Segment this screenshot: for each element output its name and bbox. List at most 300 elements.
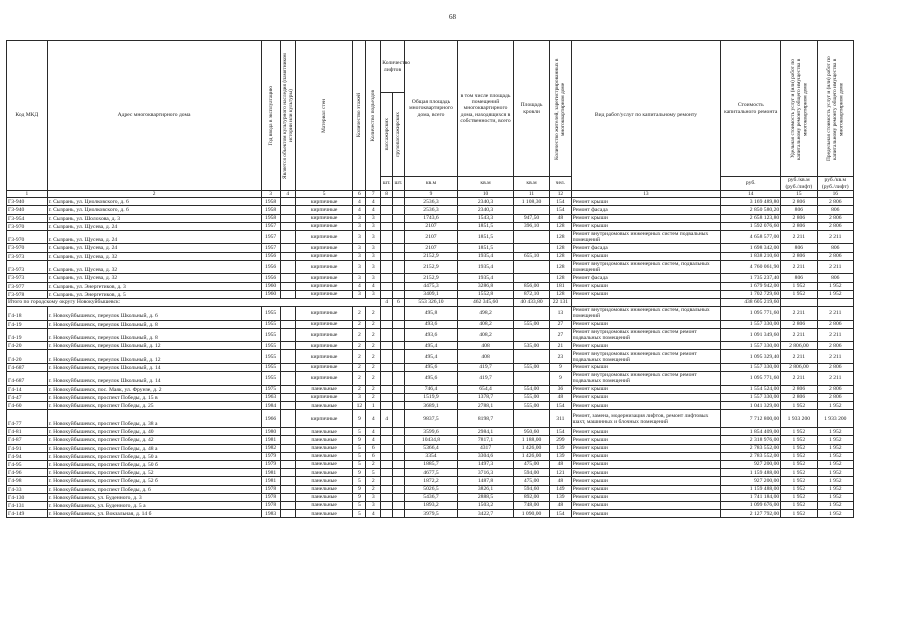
unit-pcs-1: шт. (381, 177, 393, 191)
row-work-type: Ремонт крыши (571, 460, 721, 468)
unit-people: чел. (550, 177, 571, 191)
row-residents: 154 (550, 198, 571, 206)
row-total-area: 2536,3 (404, 198, 457, 206)
row-floors: 2 (353, 328, 366, 342)
header-material-cell (295, 41, 353, 191)
row-material: панельные (295, 501, 353, 509)
row-year: 1981 (261, 477, 280, 485)
row-cargo (393, 510, 405, 518)
column-number-row (7, 191, 854, 198)
row-cost: 2 783 552,00 (721, 452, 781, 460)
row-material: панельные (295, 469, 353, 477)
row-residents: 154 (550, 428, 571, 436)
row-total-area: 495,6 (404, 363, 457, 371)
row-roof-area: 594,00 (513, 469, 549, 477)
row-code: Г4-19 (7, 328, 48, 342)
row-roof-area: 535,00 (513, 342, 549, 350)
page-number: 68 (449, 13, 456, 21)
header-cargo-cell (393, 93, 405, 177)
header-heritage: Является объектом культурного наследия (памятником истории или культуры) (281, 52, 294, 179)
row-year: 1958 (261, 206, 280, 214)
row-roof-area (513, 307, 549, 321)
row-entrances: 4 (366, 206, 381, 214)
row-year: 1981 (261, 469, 280, 477)
row-year: 1955 (261, 342, 280, 350)
row-address: г. Сызрань, ул. Щусева, д. 24 (47, 244, 261, 252)
row-heritage (280, 222, 295, 230)
row-cost: 1 099 676,00 (721, 501, 781, 509)
row-code: Г4-131 (7, 501, 48, 509)
header-entrances: Количество подъездов (370, 89, 377, 142)
row-roof-area: 554,00 (513, 385, 549, 393)
row-max-cost: 2 211 (817, 230, 853, 244)
row-code: Г4-98 (7, 477, 48, 485)
row-passenger (381, 290, 393, 298)
row-address: г. Сызрань, ул. Щусева, д. 32 (47, 252, 261, 260)
row-roof-area (513, 350, 549, 364)
row-heritage (280, 460, 295, 468)
table-row (7, 222, 854, 230)
row-code: Г4-687 (7, 372, 48, 386)
row-unit-cost: 1 952 (781, 477, 817, 485)
row-entrances: 2 (366, 328, 381, 342)
header-max-cost-cell (817, 41, 853, 177)
row-cargo (393, 290, 405, 298)
row-premises-area: 1487,8 (458, 477, 514, 485)
row-address: г. Сызрань, ул. Циолковского, д. 6 (47, 206, 261, 214)
row-year: 1955 (261, 307, 280, 321)
row-address: г. Новокуйбышевск, проспект Победы, д. 42 (47, 436, 261, 444)
table-row (7, 385, 854, 393)
row-entrances: 2 (366, 460, 381, 468)
row-premises-area: 2888,5 (458, 493, 514, 501)
header-material: Материал стен (320, 98, 327, 133)
row-max-cost: 1 952 (817, 402, 853, 410)
table-row (7, 501, 854, 509)
row-cost: 1 838 210,60 (721, 252, 781, 260)
row-passenger (381, 385, 393, 393)
row-max-cost: 2 211 (817, 328, 853, 342)
row-heritage (280, 307, 295, 321)
row-residents: 154 (550, 510, 571, 518)
row-code: Г3-940 (7, 198, 48, 206)
capital-repair-table (6, 40, 854, 518)
row-heritage (280, 393, 295, 401)
row-material: панельные (295, 485, 353, 493)
table-row (7, 402, 854, 410)
row-unit-cost: 1 952 (781, 282, 817, 290)
row-roof-area: 1 426,00 (513, 452, 549, 460)
row-address: г. Новокуйбышевск, переулок Школьный, д. 6 (47, 307, 261, 321)
row-max-cost: 2 806 (817, 320, 853, 328)
row-residents: 48 (550, 393, 571, 401)
column-number: 10 (458, 191, 514, 198)
row-total-area: 3599,6 (404, 428, 457, 436)
row-unit-cost: 1 952 (781, 485, 817, 493)
row-code: Г3-978 (7, 290, 48, 298)
row-residents: 154 (550, 402, 571, 410)
row-cost: 1 041 329,00 (721, 402, 781, 410)
row-year: 1978 (261, 485, 280, 493)
row-premises-area: 1851,5 (458, 222, 514, 230)
row-cargo (393, 460, 405, 468)
row-cargo (393, 436, 405, 444)
row-entrances: 2 (366, 320, 381, 328)
row-entrances: 2 (366, 372, 381, 386)
row-floors: 4 (353, 282, 366, 290)
row-address: г. Новокуйбышевск, проспект Победы, д. 6 (47, 485, 261, 493)
row-premises-area: 1503,2 (458, 501, 514, 509)
row-max-cost: 1 952 (817, 485, 853, 493)
row-cargo (393, 307, 405, 321)
row-roof-area: 950,60 (513, 428, 549, 436)
row-work-type: Ремонт внутридомовых инженерных систем ремонт подвальных помещений (571, 328, 721, 342)
row-code: Г3-940 (7, 206, 48, 214)
row-address: г. Новокуйбышевск, ул. Буденного, д. 5 а (47, 501, 261, 509)
unit-rub-sqm-1: руб./кв.м (руб./лифт) (781, 177, 817, 191)
row-premises-area: 2788,1 (458, 402, 514, 410)
table-row (7, 410, 854, 428)
row-roof-area: 1 090,00 (513, 510, 549, 518)
row-cost: 1 735 237,40 (721, 274, 781, 282)
row-entrances: 3 (366, 230, 381, 244)
row-total-area: 495,8 (404, 307, 457, 321)
row-heritage (280, 372, 295, 386)
row-material: кирпичные (295, 320, 353, 328)
row-roof-area: 594,60 (513, 485, 549, 493)
row-year: 1957 (261, 230, 280, 244)
row-cargo (393, 350, 405, 364)
row-cargo (393, 328, 405, 342)
row-residents: 128 (550, 230, 571, 244)
row-code: Г4-94 (7, 452, 48, 460)
total-cell (571, 298, 721, 306)
row-floors: 2 (353, 385, 366, 393)
row-floors: 3 (353, 244, 366, 252)
row-material: панельные (295, 477, 353, 485)
row-work-type: Ремонт фасада (571, 244, 721, 252)
row-year: 1960 (261, 282, 280, 290)
row-cargo (393, 493, 405, 501)
row-max-cost: 806 (817, 244, 853, 252)
table-row (7, 350, 854, 364)
row-entrances: 3 (366, 252, 381, 260)
row-floors: 3 (353, 252, 366, 260)
row-heritage (280, 328, 295, 342)
row-floors: 5 (353, 452, 366, 460)
row-residents: 128 (550, 244, 571, 252)
row-roof-area (513, 230, 549, 244)
row-residents: 154 (550, 206, 571, 214)
row-heritage (280, 198, 295, 206)
row-unit-cost: 2 211 (781, 230, 817, 244)
row-cost: 2 850 580,20 (721, 206, 781, 214)
column-number: 12 (550, 191, 571, 198)
row-address: г. Новокуйбышевск, переулок Школьный, д. 14 (47, 372, 261, 386)
row-passenger (381, 260, 393, 274)
row-heritage (280, 320, 295, 328)
table-row (7, 320, 854, 328)
row-passenger (381, 372, 393, 386)
header-work-type: Вид работ/услуг по капитальному ремонту (571, 41, 721, 191)
row-code: Г4-87 (7, 436, 48, 444)
row-cargo (393, 206, 405, 214)
row-residents: 181 (550, 282, 571, 290)
row-total-area: 2152,9 (404, 274, 457, 282)
row-address: г. Сызрань, ул. Щусева, д. 32 (47, 274, 261, 282)
row-material: кирпичные (295, 290, 353, 298)
row-work-type: Ремонт крыши (571, 402, 721, 410)
row-premises-area: 3422,7 (458, 510, 514, 518)
row-entrances: 2 (366, 363, 381, 371)
row-roof-area: 1 108,30 (513, 198, 549, 206)
row-address: г. Новокуйбышевск, пос. Маяк, ул. Фрунзе, д. 2 (47, 385, 261, 393)
header-premises-area: в том числе площадь помещений многоквартирного дома, находящихся в собственности, всего (458, 41, 514, 177)
row-residents: 139 (550, 493, 571, 501)
row-residents: 128 (550, 252, 571, 260)
row-cost: 1 741 184,00 (721, 493, 781, 501)
row-unit-cost: 2 806,00 (781, 363, 817, 371)
table-row (7, 460, 854, 468)
row-roof-area (513, 328, 549, 342)
table-row (7, 230, 854, 244)
row-premises-area: 1935,4 (458, 274, 514, 282)
row-work-type: Ремонт внутридомовых инженерных систем подвальных помещений (571, 230, 721, 244)
row-cost: 1 698 342,00 (721, 244, 781, 252)
row-roof-area: 555,00 (513, 320, 549, 328)
row-work-type: Ремонт фасада (571, 206, 721, 214)
row-passenger (381, 206, 393, 214)
row-unit-cost: 2 211 (781, 328, 817, 342)
row-year: 1955 (261, 328, 280, 342)
row-roof-area: 555,00 (513, 393, 549, 401)
row-year: 1979 (261, 452, 280, 460)
row-floors: 2 (353, 342, 366, 350)
row-year: 1955 (261, 363, 280, 371)
row-premises-area: 4317 (458, 444, 514, 452)
row-year: 1978 (261, 501, 280, 509)
table-row (7, 274, 854, 282)
header-year-cell (261, 41, 280, 191)
row-residents: 149 (550, 485, 571, 493)
row-unit-cost: 806 (781, 206, 817, 214)
row-premises-area: 7817,1 (458, 436, 514, 444)
row-floors: 9 (353, 410, 366, 428)
row-work-type: Ремонт крыши (571, 477, 721, 485)
row-cargo (393, 244, 405, 252)
header-unit-cost-cell (781, 41, 817, 177)
row-total-area: 4677,5 (404, 469, 457, 477)
row-total-area: 1519,9 (404, 393, 457, 401)
row-cost: 1 557 330,00 (721, 393, 781, 401)
row-residents: 9 (550, 372, 571, 386)
row-heritage (280, 501, 295, 509)
row-year: 1957 (261, 222, 280, 230)
row-address: г. Сызрань, ул. Энергетиков, д. 3 (47, 282, 261, 290)
row-year: 1982 (261, 444, 280, 452)
row-premises-area: 3286,8 (458, 282, 514, 290)
row-code: Г3-954 (7, 214, 48, 222)
row-passenger (381, 493, 393, 501)
row-cost: 3 169 489,80 (721, 198, 781, 206)
row-address: г. Новокуйбышевск, проспект Победы, д. 48 а (47, 444, 261, 452)
row-cargo (393, 452, 405, 460)
row-work-type: Ремонт внутридомовых инженерных систем, подвальных помещений (571, 260, 721, 274)
row-passenger (381, 214, 393, 222)
row-max-cost: 1 952 (817, 428, 853, 436)
header-floors: Количество этажей (356, 93, 363, 138)
column-number: 11 (513, 191, 549, 198)
row-residents: 299 (550, 436, 571, 444)
row-cargo (393, 444, 405, 452)
row-code: Г4-20 (7, 350, 48, 364)
row-cost: 2 658 123,80 (721, 214, 781, 222)
row-floors: 4 (353, 198, 366, 206)
row-heritage (280, 282, 295, 290)
row-heritage (280, 244, 295, 252)
row-cost: 4 658 577,00 (721, 230, 781, 244)
table-row (7, 252, 854, 260)
row-year: 1960 (261, 290, 280, 298)
row-code: Г4-47 (7, 393, 48, 401)
row-cargo (393, 410, 405, 428)
row-code: Г4-19 (7, 320, 48, 328)
row-cargo (393, 501, 405, 509)
row-code: Г4-77 (7, 410, 48, 428)
row-address: г. Новокуйбышевск, проспект Победы, д. 50 б (47, 460, 261, 468)
row-passenger (381, 469, 393, 477)
row-floors: 3 (353, 214, 366, 222)
row-code: Г4-14 (7, 385, 48, 393)
row-address: г. Новокуйбышевск, проспект Победы, д. 15 в (47, 393, 261, 401)
header-heritage-cell (280, 41, 295, 191)
row-year: 1958 (261, 198, 280, 206)
row-premises-area: 408,2 (458, 320, 514, 328)
total-cell (781, 298, 817, 306)
row-year: 1981 (261, 436, 280, 444)
row-max-cost: 2 806 (817, 363, 853, 371)
row-heritage (280, 469, 295, 477)
row-address: г. Новокуйбышевск, переулок Школьный, д. 12 (47, 350, 261, 364)
row-floors: 2 (353, 320, 366, 328)
row-max-cost: 2 211 (817, 350, 853, 364)
header-residents-cell (550, 41, 571, 177)
total-cell: 438 605 219,60 (721, 298, 781, 306)
row-passenger (381, 393, 393, 401)
table-row (7, 493, 854, 501)
row-passenger: 4 (381, 410, 393, 428)
row-floors: 4 (353, 206, 366, 214)
row-cargo (393, 342, 405, 350)
unit-sqm-2: кв.м (458, 177, 514, 191)
row-code: Г4-81 (7, 428, 48, 436)
row-total-area: 2152,9 (404, 252, 457, 260)
row-total-area: 2107 (404, 230, 457, 244)
row-unit-cost: 1 952 (781, 469, 817, 477)
row-entrances: 4 (366, 282, 381, 290)
row-cargo (393, 320, 405, 328)
row-heritage (280, 436, 295, 444)
row-year: 1955 (261, 320, 280, 328)
row-premises-area: 1851,5 (458, 244, 514, 252)
row-entrances: 3 (366, 244, 381, 252)
row-heritage (280, 350, 295, 364)
row-floors: 5 (353, 460, 366, 468)
row-cost: 2 127 792,00 (721, 510, 781, 518)
row-material: кирпичные (295, 363, 353, 371)
row-passenger (381, 501, 393, 509)
row-heritage (280, 485, 295, 493)
row-max-cost: 2 211 (817, 372, 853, 386)
row-material: кирпичные (295, 260, 353, 274)
header-address: Адрес многоквартирного дома (47, 41, 261, 191)
row-address: г. Новокуйбышевск, ул. Буденного, д. 3 (47, 493, 261, 501)
row-material: кирпичные (295, 274, 353, 282)
unit-pcs-2: шт. (393, 177, 405, 191)
row-heritage (280, 477, 295, 485)
row-premises-area: 1935,4 (458, 252, 514, 260)
row-total-area: 3979,5 (404, 510, 457, 518)
row-unit-cost: 1 952 (781, 460, 817, 468)
column-number: 6 (353, 191, 366, 198)
row-residents: 48 (550, 501, 571, 509)
row-premises-area: 2984,1 (458, 428, 514, 436)
row-max-cost: 1 952 (817, 510, 853, 518)
row-cargo (393, 393, 405, 401)
row-passenger (381, 320, 393, 328)
row-premises-area: 408,2 (458, 328, 514, 342)
row-work-type: Ремонт внутридомовых инженерных систем, подвальных помещений (571, 307, 721, 321)
column-number: 4 (280, 191, 295, 198)
row-passenger (381, 510, 393, 518)
row-entrances: 2 (366, 485, 381, 493)
row-work-type: Ремонт крыши (571, 452, 721, 460)
row-roof-area: 475,00 (513, 477, 549, 485)
row-max-cost: 1 933 200 (817, 410, 853, 428)
row-work-type: Ремонт крыши (571, 510, 721, 518)
row-floors: 3 (353, 290, 366, 298)
row-max-cost: 806 (817, 206, 853, 214)
row-work-type: Ремонт внутридомовых инженерных систем ремонт подвальных помещений (571, 372, 721, 386)
row-material: кирпичные (295, 206, 353, 214)
column-number: 5 (295, 191, 353, 198)
row-passenger (381, 444, 393, 452)
row-passenger (381, 436, 393, 444)
row-unit-cost: 2 806 (781, 320, 817, 328)
row-premises-area: 2340,3 (458, 206, 514, 214)
row-premises-area: 419,7 (458, 363, 514, 371)
row-unit-cost: 1 952 (781, 402, 817, 410)
row-material: кирпичные (295, 222, 353, 230)
row-premises-area: 419,7 (458, 372, 514, 386)
total-label: Итого по городскому округу Новокуйбышевск: (7, 298, 381, 306)
row-work-type: Ремонт крыши (571, 428, 721, 436)
row-unit-cost: 1 952 (781, 436, 817, 444)
header-entrances-cell (366, 41, 381, 191)
table-row (7, 372, 854, 386)
header-total-area: Общая площадь многоквартирного дома, всего (404, 41, 457, 177)
table-row (7, 477, 854, 485)
row-premises-area: 3716,3 (458, 469, 514, 477)
row-heritage (280, 252, 295, 260)
row-year: 1978 (261, 493, 280, 501)
row-max-cost: 1 952 (817, 493, 853, 501)
row-passenger (381, 477, 393, 485)
row-year: 1980 (261, 428, 280, 436)
row-total-area: 2152,9 (404, 260, 457, 274)
row-max-cost: 1 952 (817, 282, 853, 290)
row-roof-area: 1 188,00 (513, 436, 549, 444)
